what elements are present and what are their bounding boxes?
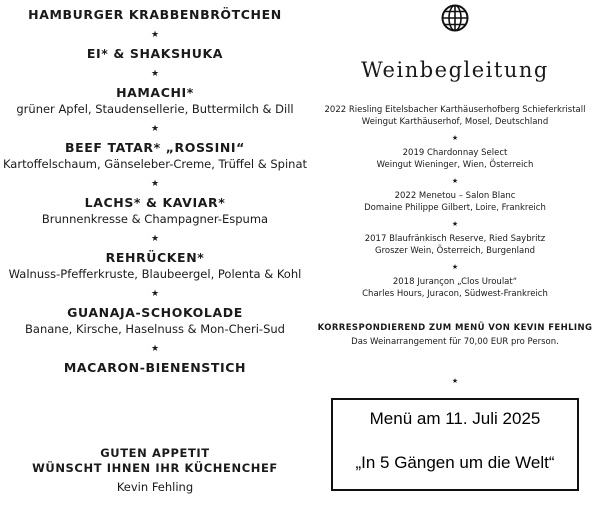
course-1	[0, 6, 310, 23]
course-4	[0, 139, 310, 172]
star-separator: ★	[150, 69, 160, 79]
star-separator: ★	[150, 124, 160, 134]
star-separator: ★	[150, 344, 160, 354]
course-description: Banane, Kirsche, Haselnuss & Mon-Cheri-Sud	[25, 322, 285, 336]
course-title: LACHS* & KAVIAR*	[84, 195, 226, 210]
event-date: Menü am 11. Juli 2025	[369, 409, 541, 428]
closing-greeting	[0, 446, 310, 495]
wine-item	[310, 190, 600, 214]
course-title: EI* & SHAKSHUKA	[86, 46, 224, 61]
star-separator: ★	[451, 177, 459, 185]
star-separator: ★	[451, 134, 459, 142]
wine-producer: Weingut Wieninger, Wien, Österreich	[376, 160, 534, 170]
correspondence-title: KORRESPONDIEREND ZUM MENÜ VON KEVIN FEHLING	[317, 323, 593, 333]
course-description: Walnuss-Pfefferkruste, Blaubeergel, Polenta & Kohl	[8, 267, 302, 281]
globe-icon	[441, 4, 469, 32]
star-separator: ★	[150, 234, 160, 244]
price-text: Das Weinarrangement für 70,00 EUR pro Person.	[351, 337, 559, 347]
event-theme: „In 5 Gängen um die Welt“	[355, 453, 555, 472]
star-separator: ★	[451, 377, 459, 385]
wine-item	[310, 147, 600, 171]
wine-name: 2017 Blaufränkisch Reserve, Ried Saybritz	[364, 234, 546, 244]
wine-name: 2022 Menetou – Salon Blanc	[394, 191, 516, 201]
course-2	[0, 45, 310, 62]
wine-item	[310, 104, 600, 128]
event-info-box	[331, 398, 579, 491]
chef-name: Kevin Fehling	[116, 480, 194, 494]
course-8	[0, 359, 310, 376]
course-title: REHRÜCKEN*	[105, 250, 205, 265]
course-description: grüner Apfel, Staudensellerie, Buttermilch & Dill	[16, 102, 294, 116]
star-separator: ★	[150, 289, 160, 299]
course-5	[0, 194, 310, 227]
wine-list	[310, 104, 600, 300]
course-7	[0, 304, 310, 337]
menu-column	[0, 6, 310, 376]
star-separator: ★	[451, 220, 459, 228]
wine-item	[310, 276, 600, 300]
wine-producer: Groszer Wein, Österreich, Burgenland	[374, 246, 536, 256]
course-3	[0, 84, 310, 117]
star-separator: ★	[150, 30, 160, 40]
closing-line-1: GUTEN APPETIT	[100, 446, 210, 460]
wine-name: 2019 Chardonnay Select	[402, 148, 508, 158]
course-title: BEEF TATAR* „ROSSINI“	[65, 140, 245, 155]
course-title: GUANAJA-SCHOKOLADE	[67, 305, 243, 320]
wine-pairing-title: Weinbegleitung	[361, 58, 549, 82]
course-6	[0, 249, 310, 282]
course-description: Kartoffelschaum, Gänseleber-Creme, Trüffel & Spinat	[2, 157, 308, 171]
closing-line-2: WÜNSCHT IHNEN IHR KÜCHENCHEF	[32, 461, 278, 475]
correspondence-note	[310, 322, 600, 348]
course-description: Brunnenkresse & Champagner-Espuma	[41, 212, 269, 226]
course-title: HAMACHI*	[116, 85, 194, 100]
star-separator: ★	[451, 263, 459, 271]
course-title: MACARON-BIENENSTICH	[63, 360, 247, 375]
wine-name: 2018 Jurançon „Clos Uroulat“	[392, 277, 518, 287]
wine-item	[310, 233, 600, 257]
wine-name: 2022 Riesling Eitelsbacher Karthäuserhofberg Schieferkristall	[324, 105, 586, 115]
wine-producer: Domaine Philippe Gilbert, Loire, Frankreich	[364, 203, 546, 213]
wine-producer: Weingut Karthäuserhof, Mosel, Deutschland	[361, 117, 549, 127]
wine-producer: Charles Hours, Juracon, Südwest-Frankreich	[362, 289, 548, 299]
star-separator: ★	[150, 179, 160, 189]
course-title: HAMBURGER KRABBENBRÖTCHEN	[28, 7, 282, 22]
